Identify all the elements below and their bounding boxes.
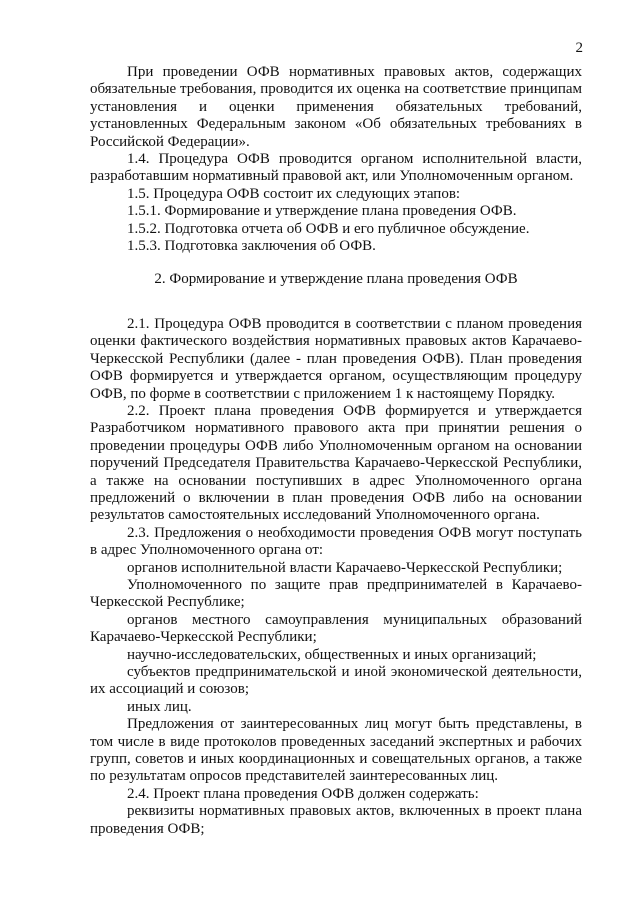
list-item: реквизиты нормативных правовых актов, включенных в проект плана проведения ОФВ; — [90, 803, 582, 837]
paragraph: При проведении ОФВ нормативных правовых актов, содержащих обязательные требования, проводится их оценка на соответствие принципам установления и оценки применения обязательных требований, установленных Федеральным законом «Об обязательных требованиях в Российской Федерации». — [90, 64, 582, 150]
list-item: субъектов предпринимательской и иной экономической деятельности, их ассоциаций и союзов; — [90, 664, 582, 698]
section-heading: 2. Формирование и утверждение плана проведения ОФВ — [154, 271, 518, 288]
paragraph: 1.5.1. Формирование и утверждение плана проведения ОФВ. — [127, 203, 517, 220]
document-body — [90, 64, 582, 838]
paragraph: 1.5.3. Подготовка заключения об ОФВ. — [127, 238, 376, 255]
paragraph: 2.3. Предложения о необходимости проведения ОФВ могут поступать в адрес Уполномоченного органа от: — [90, 524, 582, 559]
paragraph: 2.1. Процедура ОФВ проводится в соответствии с планом проведения оценки фактического воздействия нормативных правовых актов Карачаево-Черкесской Республики (далее - план проведения ОФВ). План проведения ОФВ формируется и утверждается органом, осуществляющим процедуру ОФВ, по форме в соответствии с приложением 1 к настоящему Порядку. — [90, 315, 582, 402]
paragraph: Предложения от заинтересованных лиц могут быть представлены, в том числе в виде протоколов проведенных заседаний экспертных и рабочих групп, советов и иных координационных и совещательных органов, а также по результатам опросов представителей заинтересованных лиц. — [90, 716, 582, 785]
list-item: Уполномоченного по защите прав предпринимателей в Карачаево-Черкесской Республике; — [90, 576, 582, 611]
paragraph: 1.5.2. Подготовка отчета об ОФВ и его публичное обсуждение. — [127, 220, 530, 237]
page-number: 2 — [575, 40, 583, 56]
list-item: органов местного самоуправления муниципальных образований Карачаево-Черкесской Республики; — [90, 611, 582, 646]
list-item: иных лиц. — [127, 698, 192, 715]
list-item: органов исполнительной власти Карачаево-Черкесской Республики; — [127, 559, 563, 576]
paragraph: 2.2. Проект плана проведения ОФВ формируется и утверждается Разработчиком нормативного правового акта при принятии решения о проведении процедуры ОФВ либо Уполномоченным органом на основании поручений Председателя Правительства Карачаево-Черкесской Республики, а также на основании поступивших в адрес Уполномоченного органа предложений о включении в план проведения ОФВ либо на основании результатов самостоятельных исследований Уполномоченного органа. — [90, 402, 582, 524]
paragraph: 1.4. Процедура ОФВ проводится органом исполнительной власти, разработавшим нормативный правовой акт, или Уполномоченным органом. — [90, 151, 582, 185]
paragraph: 1.5. Процедура ОФВ состоит их следующих этапов: — [127, 185, 461, 202]
paragraph: 2.4. Проект плана проведения ОФВ должен содержать: — [127, 785, 479, 802]
list-item: научно-исследовательских, общественных и иных организаций; — [127, 646, 537, 663]
